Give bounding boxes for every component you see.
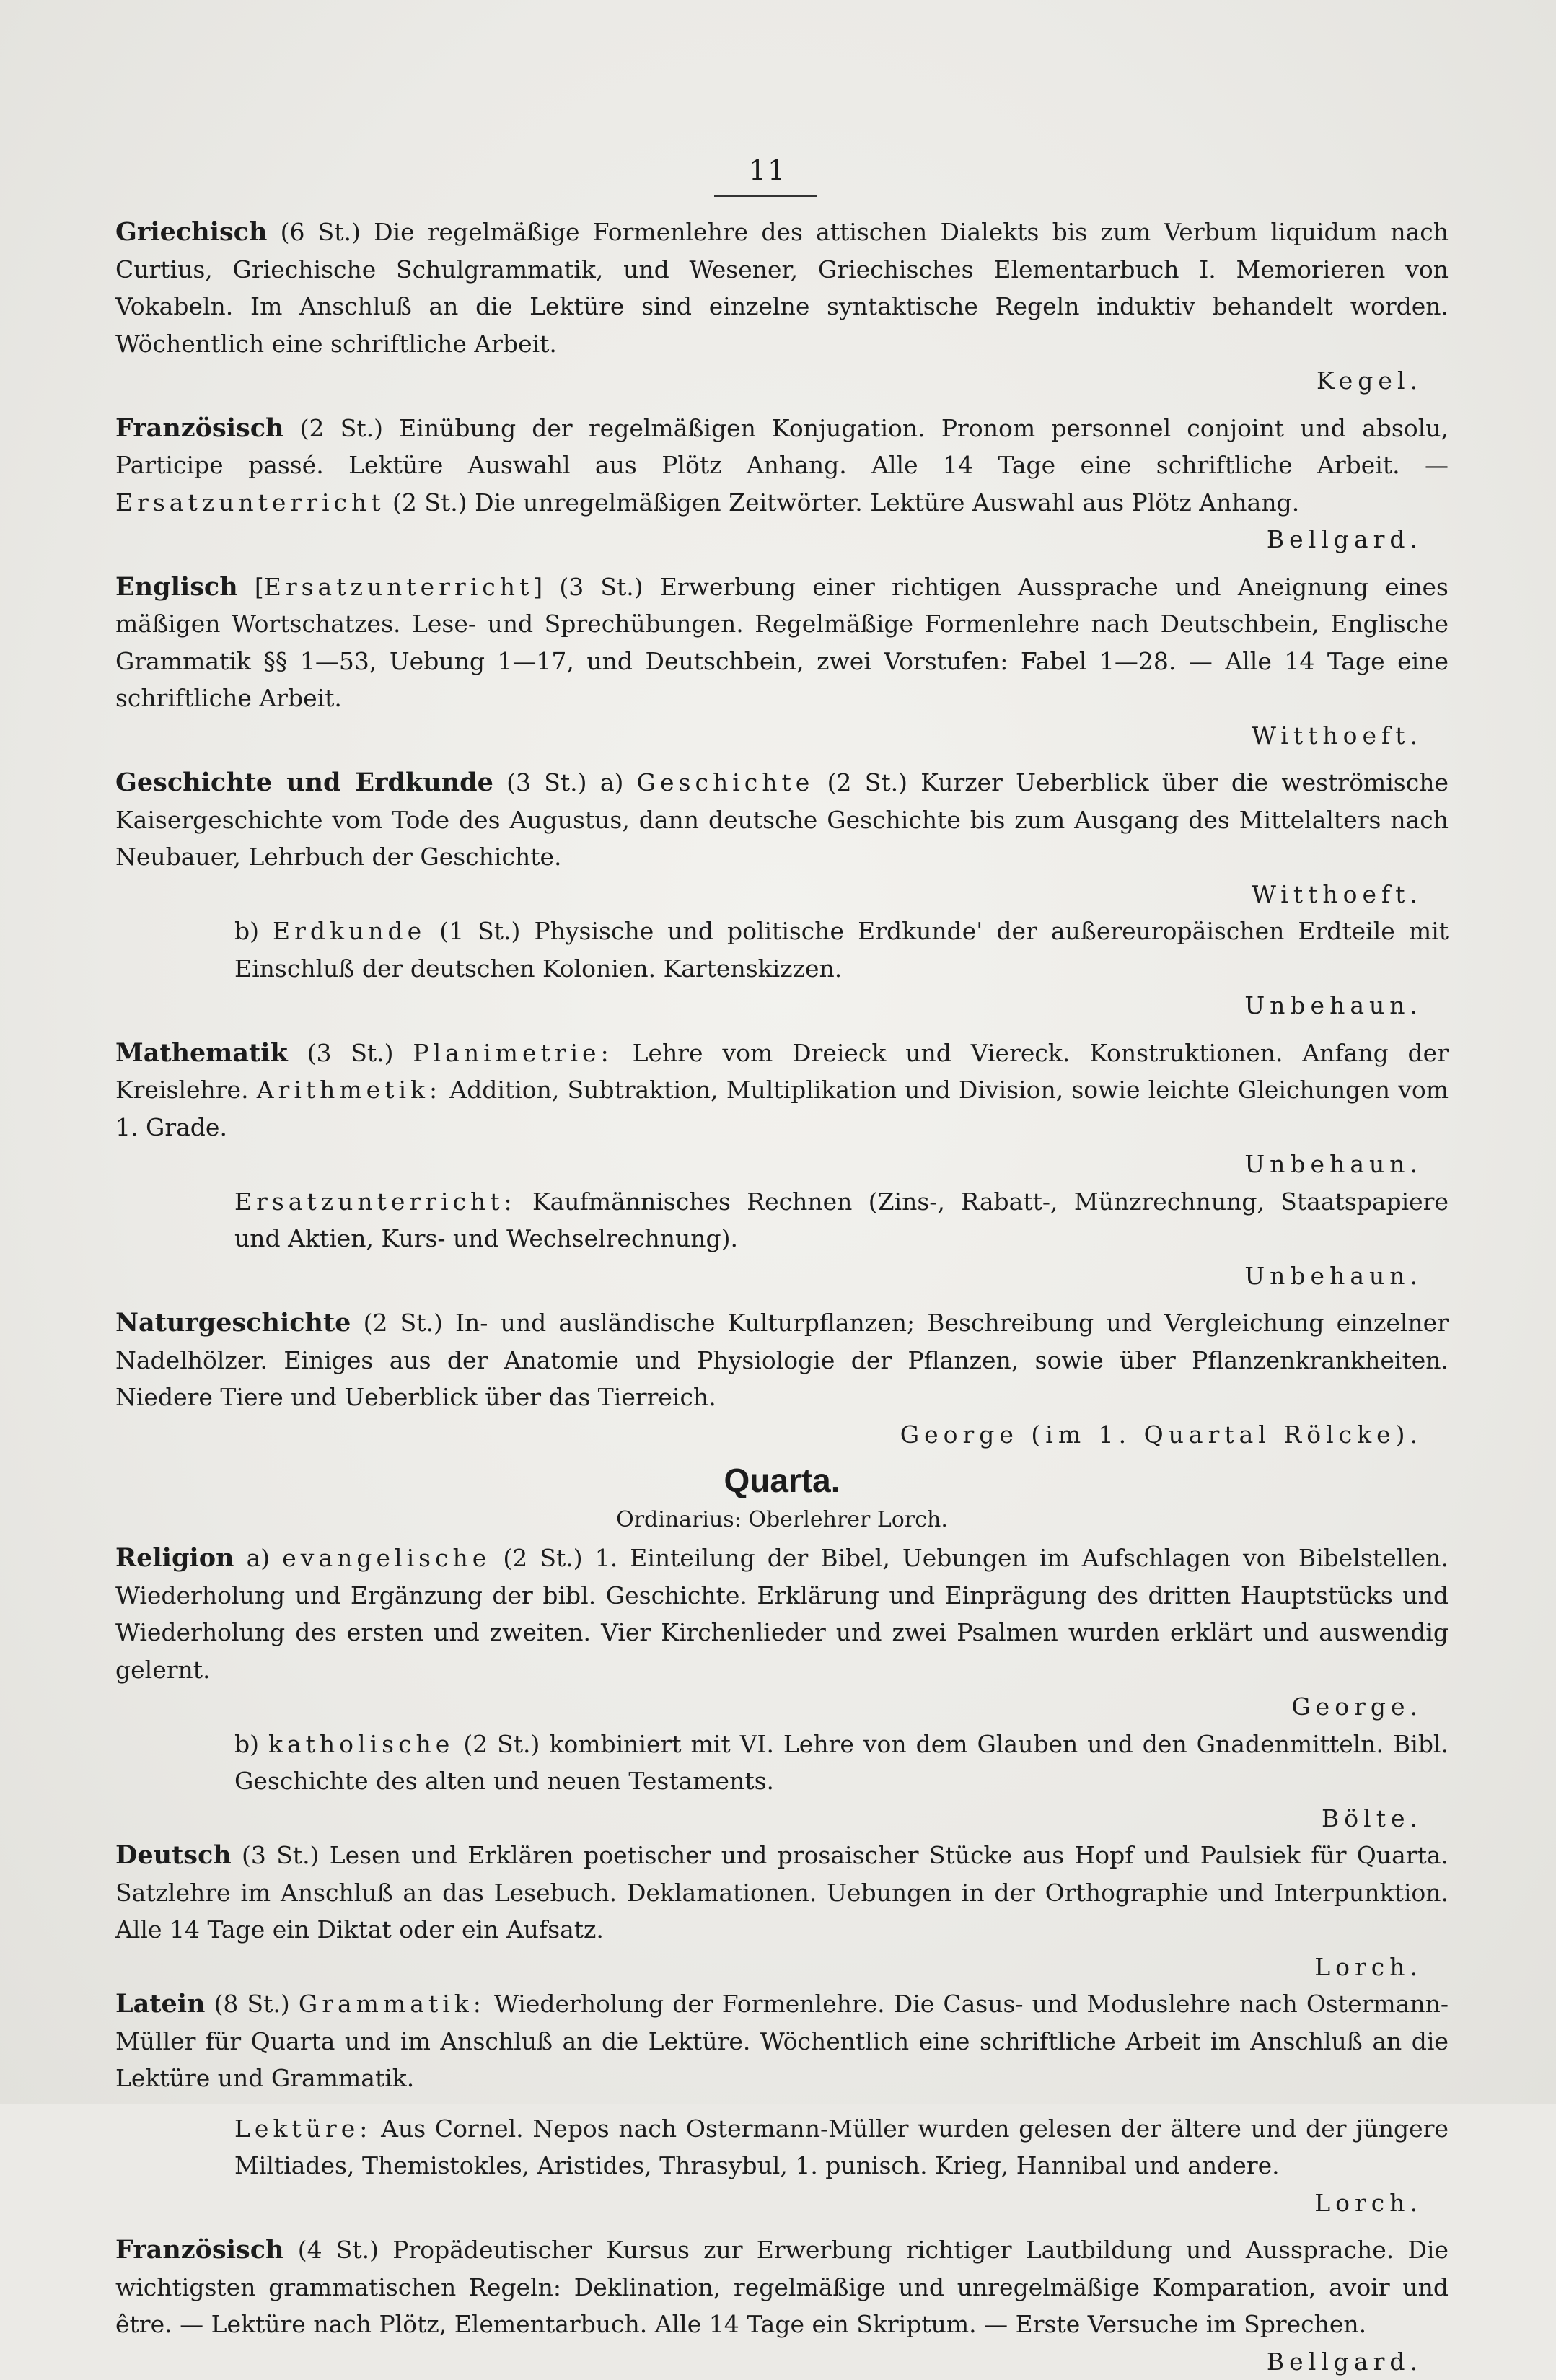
class-title: Quarta. [115, 1457, 1449, 1503]
teacher-name: Unbehaun. [115, 1146, 1449, 1183]
section-text: (4 St.) Propädeutischer Kursus zur Erwerbung richtiger Lautbildung und Aussprache. Die wichtigsten grammatischen Regeln: Deklination, regelmäßige und unregelmäßige Komparation, avoir und être. — Lektüre nach Plötz, Elementarbuch. Alle 14 Tage ein Skriptum. — Erste Versuche im Sprechen. [115, 2236, 1449, 2338]
page-number: 11 [749, 154, 786, 186]
bracket-open: [ [255, 573, 264, 601]
sub-label: Planimetrie: [413, 1039, 612, 1067]
section-text: Addition, Subtraktion, Multiplikation und Division, sowie leichte Gleichungen vom 1. Grade. [115, 1076, 1449, 1141]
section-deutsch [115, 1837, 1449, 1949]
subject-heading: Französisch [115, 2235, 283, 2265]
sub-label: Geschichte [637, 768, 814, 796]
subject-heading: Latein [115, 1989, 205, 2019]
section-text: (2 St.) kombiniert mit VI. Lehre von dem Glauben und den Gnadenmitteln. Bibl. Geschichte des alten und neuen Testaments. [234, 1730, 1449, 1796]
teacher-name: Lorch. [115, 2184, 1449, 2222]
teacher-name: Bellgard. [115, 521, 1449, 558]
ersatz-label: Ersatzunterricht [264, 573, 534, 601]
section-text: (2 St.) 1. Einteilung der Bibel, Uebungen im Aufschlagen von Bibelstellen. Wiederholung und Ergänzung der bibl. Geschichte. Erklärung und Einprägung des dritten Hauptstücks und Wiederholung des ersten und zweiten. Vier Kirchenlieder und zwei Psalmen wurden erklärt und auswendig gelernt. [115, 1544, 1449, 1684]
section-mathematik [115, 1035, 1449, 1146]
hours: (8 St.) [214, 1990, 290, 2018]
teacher-name: Unbehaun. [115, 987, 1449, 1024]
section-latein-lektuere [115, 2110, 1449, 2184]
hours: (3 St.) [307, 1039, 394, 1067]
section-geschichte [115, 764, 1449, 876]
section-griechisch [115, 214, 1449, 362]
teacher-name: Unbehaun. [115, 1257, 1449, 1295]
subject-heading: Naturgeschichte [115, 1308, 351, 1338]
hours: (3 St.) a) [506, 768, 623, 796]
section-naturgeschichte [115, 1304, 1449, 1416]
ersatz-text: Kaufmännisches Rechnen (Zins-, Rabatt-, Münzrechnung, Staatspapiere und Aktien, Kurs- und Wechselrechnung). [234, 1187, 1449, 1253]
sub-prefix: b) [234, 1730, 259, 1758]
sub-label: Erdkunde [273, 917, 426, 945]
section-mathematik-ersatz [115, 1183, 1449, 1257]
sub-label: Arithmetik: [257, 1076, 441, 1104]
section-franzoesisch [115, 410, 1449, 522]
section-religion-katholisch [115, 1726, 1449, 1800]
section-text: (2 St.) In- und ausländische Kulturpflanzen; Beschreibung und Vergleichung einzelner Nadelhölzer. Einiges aus der Anatomie und Physiologie der Pflanzen, sowie über Pflanzenkrankheiten. Niedere Tiere und Ueberblick über das Tierreich. [115, 1309, 1449, 1411]
subject-heading: Französisch [115, 413, 283, 443]
section-text: Wiederholung der Formenlehre. Die Casus- und Moduslehre nach Ostermann-Müller für Quarta und im Anschluß an die Lektüre. Wöchentlich eine schriftliche Arbeit im Anschluß an die Lektüre und Grammatik. [115, 1990, 1449, 2092]
teacher-name: Witthoeft. [115, 717, 1449, 755]
section-text: (1 St.) Physische und politische Erdkunde' der außereuropäischen Erdteile mit Einschluß der deutschen Kolonien. Kartenskizzen. [234, 917, 1449, 983]
section-latein [115, 1985, 1449, 2097]
subject-heading: Deutsch [115, 1840, 232, 1870]
ersatz-text: (2 St.) Die unregelmäßigen Zeitwörter. Lektüre Auswahl aus Plötz Anhang. [392, 488, 1299, 517]
subject-heading: Englisch [115, 572, 238, 602]
teacher-name: George (im 1. Quartal Rölcke). [115, 1416, 1449, 1454]
section-text: Lehre vom Dreieck und Viereck. Konstruktionen. Anfang der Kreislehre. [115, 1039, 1449, 1105]
sub-label: katholische [268, 1730, 454, 1758]
teacher-name: Lorch. [115, 1949, 1449, 1986]
section-franzoesisch-quarta [115, 2231, 1449, 2343]
section-text: (6 St.) Die regelmäßige Formenlehre des attischen Dialekts bis zum Verbum liquidum nach Curtius, Griechische Schulgrammatik, und Wesener, Griechisches Elementarbuch I. Memorieren von Vokabeln. Im Anschluß an die Lektüre sind einzelne syntaktische Regeln induktiv behandelt worden. Wöchentlich eine schriftliche Arbeit. [115, 218, 1449, 358]
page-content [115, 214, 1449, 2380]
teacher-name: George. [115, 1688, 1449, 1726]
sub-label: Lektüre: [234, 2115, 372, 2143]
section-englisch [115, 568, 1449, 717]
teacher-name: Bellgard. [115, 2343, 1449, 2380]
section-text: (3 St.) Erwerbung einer richtigen Aussprache und Aneignung eines mäßigen Wortschatzes. Lese- und Sprechübungen. Regelmäßige Formenlehre nach Deutschbein, Englische Grammatik §§ 1—53, Uebung 1—17, und Deutschbein, zwei Vorstufen: Fabel 1—28. — Alle 14 Tage eine schriftliche Arbeit. [115, 573, 1449, 713]
ersatz-label: Ersatzunterricht: [234, 1187, 517, 1216]
section-text: (3 St.) Lesen und Erklären poetischer und prosaischer Stücke aus Hopf und Paulsiek für Quarta. Satzlehre im Anschluß an das Lesebuch. Deklamationen. Uebungen in der Orthographie und Interpunktion. Alle 14 Tage ein Diktat oder ein Aufsatz. [115, 1841, 1449, 1944]
page-number-rule [714, 195, 817, 197]
sub-label: Grammatik: [299, 1990, 485, 2018]
section-text: (2 St.) Einübung der regelmäßigen Konjugation. Pronom personnel conjoint und absolu, Participe passé. Lektüre Auswahl aus Plötz Anhang. Alle 14 Tage eine schriftliche Arbeit. — [115, 414, 1449, 480]
section-text: Aus Cornel. Nepos nach Ostermann-Müller wurden gelesen der ältere und der jüngere Miltiades, Themistokles, Aristides, Thrasybul, 1. punisch. Krieg, Hannibal und andere. [234, 2115, 1449, 2180]
teacher-name: Witthoeft. [115, 876, 1449, 913]
section-religion [115, 1540, 1449, 1688]
ordinarius: Ordinarius: Oberlehrer Lorch. [115, 1503, 1449, 1537]
subject-heading: Religion [115, 1543, 234, 1573]
sub-label: evangelische [282, 1544, 491, 1572]
subject-heading: Griechisch [115, 217, 267, 247]
section-erdkunde [115, 913, 1449, 987]
sub-prefix: a) [247, 1544, 271, 1572]
teacher-name: Kegel. [115, 362, 1449, 400]
subject-heading: Geschichte und Erdkunde [115, 768, 493, 797]
teacher-name: Bölte. [115, 1800, 1449, 1837]
bracket-close: ] [533, 573, 542, 601]
section-text: (2 St.) Kurzer Ueberblick über die weströmische Kaisergeschichte vom Tode des Augustus, dann deutsche Geschichte bis zum Ausgang des Mittelalters nach Neubauer, Lehrbuch der Geschichte. [115, 768, 1449, 871]
ersatz-label: Ersatzunterricht [115, 488, 385, 517]
subject-heading: Mathematik [115, 1038, 288, 1068]
sub-prefix: b) [234, 917, 259, 945]
